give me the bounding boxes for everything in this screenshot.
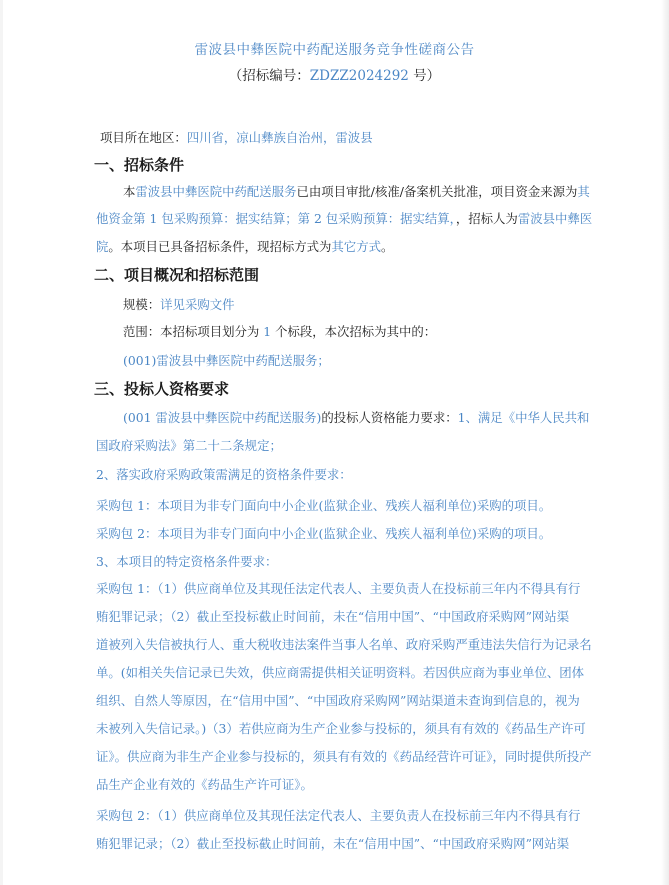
- section-2-heading: 二、项目概况和招标范围: [94, 266, 260, 284]
- document-title: 雷波县中彝医院中药配送服务竞争性磋商公告: [194, 42, 475, 58]
- pkg1-req-line-4: 单。(如相关失信记录已失效，供应商需提供相关证明资料。若因供应商为事业单位、团体: [96, 665, 585, 680]
- location-value: 四川省，凉山彝族自治州，雷波县: [186, 130, 373, 145]
- scale-line: 规模：详见采购文件: [123, 297, 235, 312]
- lot-001-line: (001)雷波县中彝医院中药配送服务；: [123, 353, 330, 368]
- pkg1-req-line-8: 品生产企业有效的《药品生产许可证》。: [96, 777, 313, 792]
- pkg1-req-line-2: 贿犯罪记录；（2）截止至投标截止时间前，未在“信用中国”、“中国政府采购网”网站渠: [96, 609, 570, 624]
- pkg1-req-line-6: 未被列入失信记录。)（3）若供应商为生产企业参与投标的，须具有有效的《药品生产许可: [96, 721, 586, 736]
- section-3-heading: 三、投标人资格要求: [94, 380, 230, 398]
- qual-line-2: 国政府采购法》第二十二条规定；: [96, 438, 282, 453]
- pkg1-req-line-1: 采购包 1：（1）供应商单位及其现任法定代表人、主要负责人在投标前三年内不得具有行: [96, 581, 581, 596]
- qual-line-3: 2、落实政府采购政策需满足的资格条件要求：: [96, 467, 352, 482]
- page-right-edge: [661, 0, 669, 885]
- location-line: 项目所在地区：四川省，凉山彝族自治州，雷波县: [100, 130, 373, 145]
- tender-number: ZDZZ2024292: [309, 68, 409, 84]
- qual-pkg1-line: 采购包 1：本项目为非专门面向中小企业(监狱企业、残疾人福利单位)采购的项目。: [96, 498, 552, 513]
- sec1-para-line-2: 他资金第 1 包采购预算：据实结算；第 2 包采购预算：据实结算，，招标人为雷波县中彝医: [96, 211, 593, 226]
- qual-line-4: 3、本项目的特定资格条件要求：: [96, 554, 278, 569]
- pkg2-req-line-2: 贿犯罪记录；（2）截止至投标截止时间前，未在“信用中国”、“中国政府采购网”网站渠: [96, 836, 570, 851]
- qual-line-1: (001 雷波县中彝医院中药配送服务)的投标人资格能力要求：1、满足《中华人民共和: [123, 410, 590, 425]
- pkg1-req-line-7: 证》。供应商为非生产企业参与投标的，须具有有效的《药品经营许可证》，同时提供所投产: [96, 749, 592, 764]
- sec1-para-line-3: 院。本项目已具备招标条件，现招标方式为其它方式。: [96, 239, 394, 254]
- section-1-heading: 一、招标条件: [94, 156, 185, 174]
- pkg1-req-line-3: 道被列入失信被执行人、重大税收违法案件当事人名单、政府采购严重违法失信行为记录名: [96, 637, 592, 652]
- document-subtitle: （招标编号：ZDZZ2024292 号）: [228, 68, 441, 84]
- page-left-edge: [0, 0, 3, 885]
- pkg1-req-line-5: 组织、自然人等原因，在“信用中国”、“中国政府采购网”网站渠道未查询到信息的，视为: [96, 693, 580, 708]
- sec1-para-line-1: 本雷波县中彝医院中药配送服务已由项目审批/核准/备案机关批准，项目资金来源为其: [123, 184, 590, 199]
- scope-line: 范围：本招标项目划分为 1 个标段，本次招标为其中的：: [123, 324, 437, 339]
- qual-pkg2-line: 采购包 2：本项目为非专门面向中小企业(监狱企业、残疾人福利单位)采购的项目。: [96, 526, 552, 541]
- pkg2-req-line-1: 采购包 2：（1）供应商单位及其现任法定代表人、主要负责人在投标前三年内不得具有行: [96, 808, 581, 823]
